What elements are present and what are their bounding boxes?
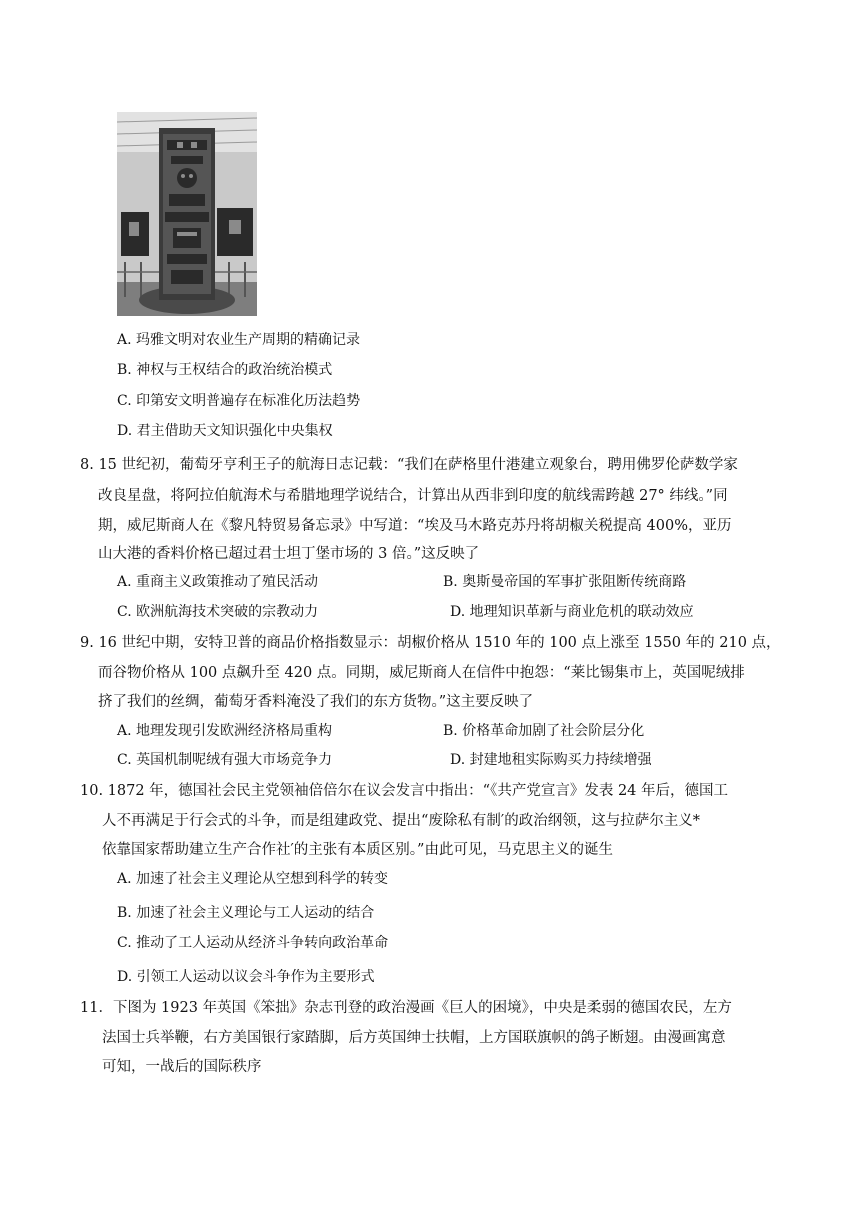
q9-line-1: 9. 16 世纪中期，安特卫普的商品价格指数显示：胡椒价格从 1510 年的 100 点上涨至 1550 年的 210 点， — [80, 635, 781, 651]
q9-option-b: B. 价格革命加剧了社会阶层分化 — [443, 723, 645, 739]
q10-option-c: C. 推动了工人运动从经济斗争转向政治革命 — [117, 935, 389, 951]
q10-line-1: 10. 1872 年，德国社会民主党领袖倍倍尔在议会发言中指出：“《共产党宣言》发表 24 年后，德国工 — [80, 783, 729, 799]
q11-line-2: 法国士兵举鞭，右方美国银行家踏脚，后方英国绅士扶帽，上方国联旗帜的鸽子断翅。由漫画寓意 — [102, 1030, 726, 1046]
q8-line-2: 改良星盘，将阿拉伯航海术与希腊地理学说结合，计算出从西非到印度的航线需跨越 27° 纬线。”同 — [98, 488, 728, 504]
maya-stele-photo — [117, 112, 257, 316]
q9-option-a: A. 地理发现引发欧洲经济格局重构 — [117, 723, 333, 739]
stele-illustration — [117, 112, 257, 316]
q7-option-c: C. 印第安文明普遍存在标准化历法趋势 — [117, 393, 361, 409]
q7-option-a: A. 玛雅文明对农业生产周期的精确记录 — [117, 332, 361, 348]
q11-line-1: 11．下图为 1923 年英国《笨拙》杂志刊登的政治漫画《巨人的困境》，中央是柔弱的德国农民，左方 — [80, 1000, 732, 1016]
q9-option-c: C. 英国机制呢绒有强大市场竞争力 — [117, 752, 333, 768]
q8-line-3: 期，威尼斯商人在《黎凡特贸易备忘录》中写道：“埃及马木路克苏丹将胡椒关税提高 400%，亚历 — [98, 518, 732, 534]
q8-line-1: 8. 15 世纪初，葡萄牙亨利王子的航海日志记载：“我们在萨格里什港建立观象台，聘用佛罗伦萨数学家 — [80, 457, 738, 473]
q9-line-3: 挤了我们的丝绸，葡萄牙香料淹没了我们的东方货物。”这主要反映了 — [98, 694, 534, 710]
q9-option-d: D. 封建地租实际购买力持续增强 — [450, 752, 652, 768]
q8-option-b: B. 奥斯曼帝国的军事扩张阻断传统商路 — [443, 574, 687, 590]
q8-option-d: D. 地理知识革新与商业危机的联动效应 — [450, 604, 694, 620]
q10-line-3: 依靠国家帮助建立生产合作社′的主张有本质区别。”由此可见，马克思主义的诞生 — [102, 842, 613, 858]
q11-line-3: 可知，一战后的国际秩序 — [102, 1059, 262, 1075]
q10-option-b: B. 加速了社会主义理论与工人运动的结合 — [117, 905, 375, 921]
q10-option-d: D. 引领工人运动以议会斗争作为主要形式 — [117, 969, 375, 985]
q7-option-d: D. 君主借助天文知识强化中央集权 — [117, 423, 333, 439]
q9-line-2: 而谷物价格从 100 点飙升至 420 点。同期，威尼斯商人在信件中抱怨：“莱比锡集市上，英国呢绒排 — [98, 665, 745, 681]
q8-option-c: C. 欧洲航海技术突破的宗教动力 — [117, 604, 319, 620]
q10-option-a: A. 加速了社会主义理论从空想到科学的转变 — [117, 871, 389, 887]
q8-line-4: 山大港的香料价格已超过君士坦丁堡市场的 3 倍。”这反映了 — [98, 546, 480, 562]
q8-option-a: A. 重商主义政策推动了殖民活动 — [117, 574, 319, 590]
q7-option-b: B. 神权与王权结合的政治统治模式 — [117, 362, 333, 378]
q10-line-2: 人不再满足于行会式的斗争，而是组建政党、提出“废除私有制′的政治纲领，这与拉萨尔主义* — [102, 813, 700, 829]
